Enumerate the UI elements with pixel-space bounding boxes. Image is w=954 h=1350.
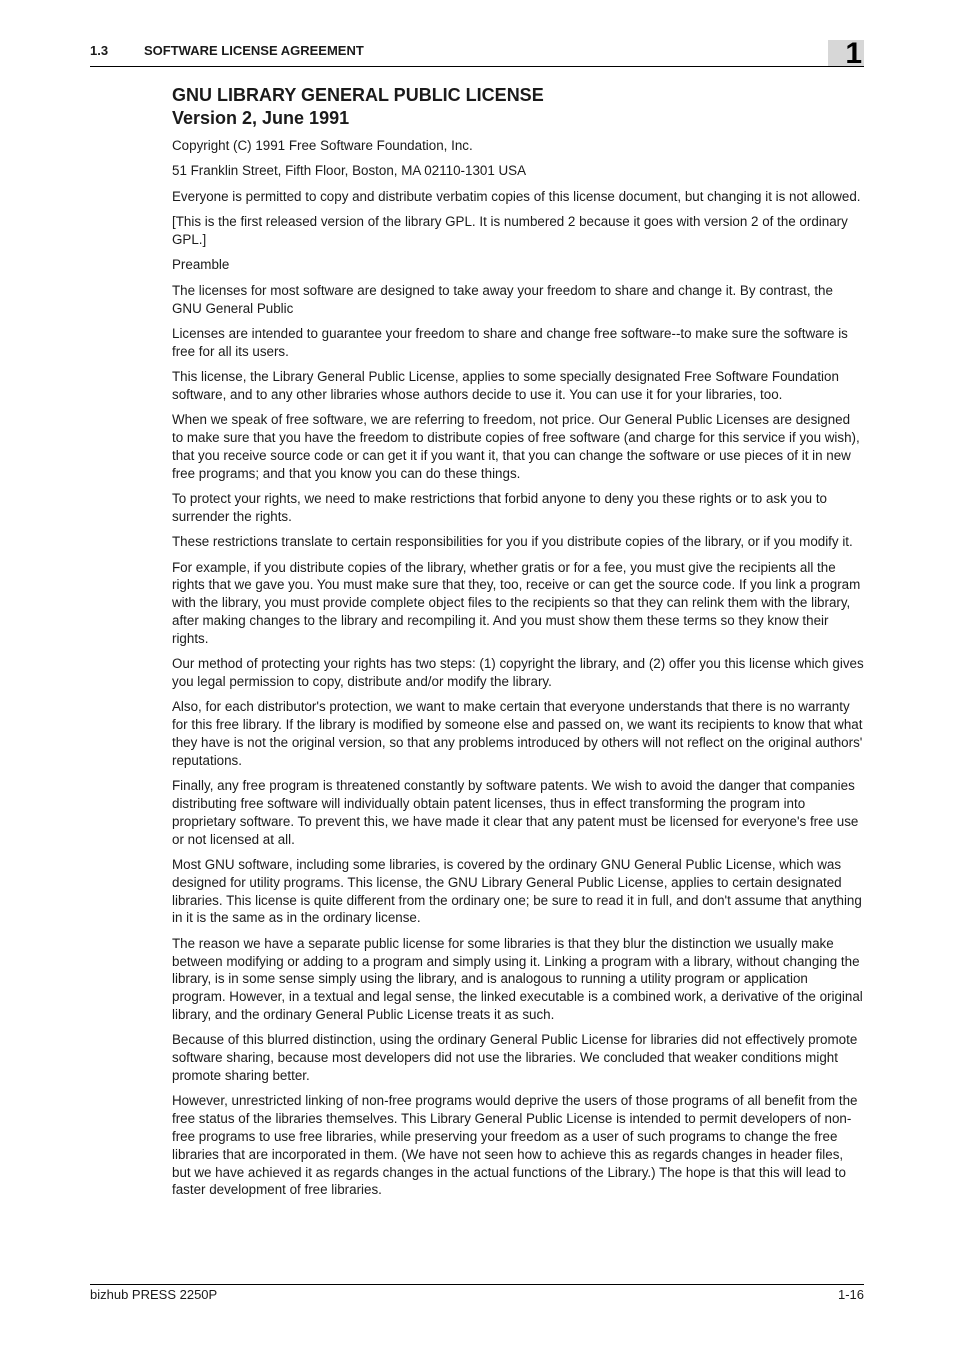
paragraph: To protect your rights, we need to make restrictions that forbid anyone to deny you these rights or to ask you to surrender the rights. <box>172 491 828 524</box>
page-footer <box>90 1284 864 1302</box>
paragraph: The licenses for most software are designed to take away your freedom to share and change it. By contrast, the GNU General Public <box>172 282 833 316</box>
page-header <box>90 37 864 70</box>
paragraph: The reason we have a separate public license for some libraries is that they blur the distinction we usually make between modifying or adding to a program and simply using it. Linking a program with a library, without changing the library, is in some sense simply using the library, and is analogous to running a utility program or application program. However, in a textual and legal sense, the linked executable is a combined work, a derivative of the original library, and the ordinary General Public License treats it as such. <box>172 935 863 1022</box>
page-number: 1-16 <box>837 1287 864 1302</box>
paragraph: [This is the first released version of the library GPL. It is numbered 2 because it goes with version 2 of the ordinary GPL.] <box>172 214 848 247</box>
paragraph: Everyone is permitted to copy and distribute verbatim copies of this license document, but changing it is not allowed. <box>172 188 861 204</box>
paragraph: Also, for each distributor's protection, we want to make certain that everyone understands that there is no warranty for this free library. If the library is modified by someone else and passed on, we want its recipients to know that what they have is not the original version, so that any problems introduced by others will not reflect on the original authors' reputations. <box>172 699 863 768</box>
paragraph-preamble: Preamble <box>172 257 230 273</box>
paragraph: Our method of protecting your rights has two steps: (1) copyright the library, and (2) offer you this license which gives you legal permission to copy, distribute and/or modify the library. <box>172 656 864 690</box>
license-title-line1: GNU LIBRARY GENERAL PUBLIC LICENSE <box>172 85 544 105</box>
license-title-line2: Version 2, June 1991 <box>172 108 350 128</box>
paragraph: Licenses are intended to guarantee your freedom to share and change free software--to make sure the software is free for all its users. <box>172 325 848 359</box>
product-name: bizhub PRESS 2250P <box>90 1287 218 1302</box>
chapter-tab <box>828 37 864 70</box>
paragraph-copyright: Copyright (C) 1991 Free Software Foundation, Inc. <box>172 138 473 153</box>
paragraph: However, unrestricted linking of non-free programs would deprive the users of those programs of all benefit from the free status of the libraries themselves. This Library General Public License is intended to permit developers of non-free programs to use free libraries, while preserving your freedom as a user of such programs to change the free libraries that are incorporated in them. (We have not seen how to achieve this as regards changes in header files, but we have achieved it as regards changes in the actual functions of the Library.) The hope is that this will lead to faster development of free libraries. <box>172 1093 858 1198</box>
paragraph: For example, if you distribute copies of the library, whether gratis or for a fee, you must give the recipients all the rights that we gave you. You must make sure that they, too, receive or can get the source code. If you link a program with the library, you must provide complete object files to the recipients so that they can relink them with the library, after making changes to the library and recompiling it. And you must show them these terms so they know their rights. <box>172 559 861 646</box>
paragraph: When we speak of free software, we are referring to freedom, not price. Our General Public Licenses are designed to make sure that you have the freedom to distribute copies of free software (and charge for this service if you wish), that you receive source code or can get it if you want it, that you can change the software or use pieces of it in new free programs; and that you know you can do these things. <box>172 412 860 481</box>
section-title: SOFTWARE LICENSE AGREEMENT <box>144 43 364 58</box>
paragraph: Finally, any free program is threatened constantly by software patents. We wish to avoid the danger that companies distributing free software will individually obtain patent licenses, thus in effect transforming the program into proprietary software. To prevent this, we have made it clear that any patent must be licensed for everyone's free use or not licensed at all. <box>172 778 859 847</box>
license-title <box>172 84 864 130</box>
paragraph: Because of this blurred distinction, using the ordinary General Public License for libraries did not effectively promote software sharing, because most developers did not use the libraries. We concluded that weaker conditions might promote sharing better. <box>172 1032 858 1083</box>
paragraph: These restrictions translate to certain responsibilities for you if you distribute copies of the library, or if you modify it. <box>172 534 853 550</box>
section-number: 1.3 <box>90 43 109 58</box>
license-content <box>172 84 864 1207</box>
paragraph-address: 51 Franklin Street, Fifth Floor, Boston, MA 02110-1301 USA <box>172 163 527 179</box>
chapter-number: 1 <box>845 37 862 70</box>
paragraph: Most GNU software, including some libraries, is covered by the ordinary GNU General Public License, which was designed for utility programs. This license, the GNU Library General Public License, applies to certain designated libraries. This license is quite different from the ordinary one; be sure to read it in full, and don't assume that anything in it is the same as in the ordinary license. <box>172 857 862 926</box>
paragraph: This license, the Library General Public License, applies to some specially designated Free Software Foundation software, and to any other libraries whose authors decide to use it. You can use it for your libraries, too. <box>172 369 839 402</box>
